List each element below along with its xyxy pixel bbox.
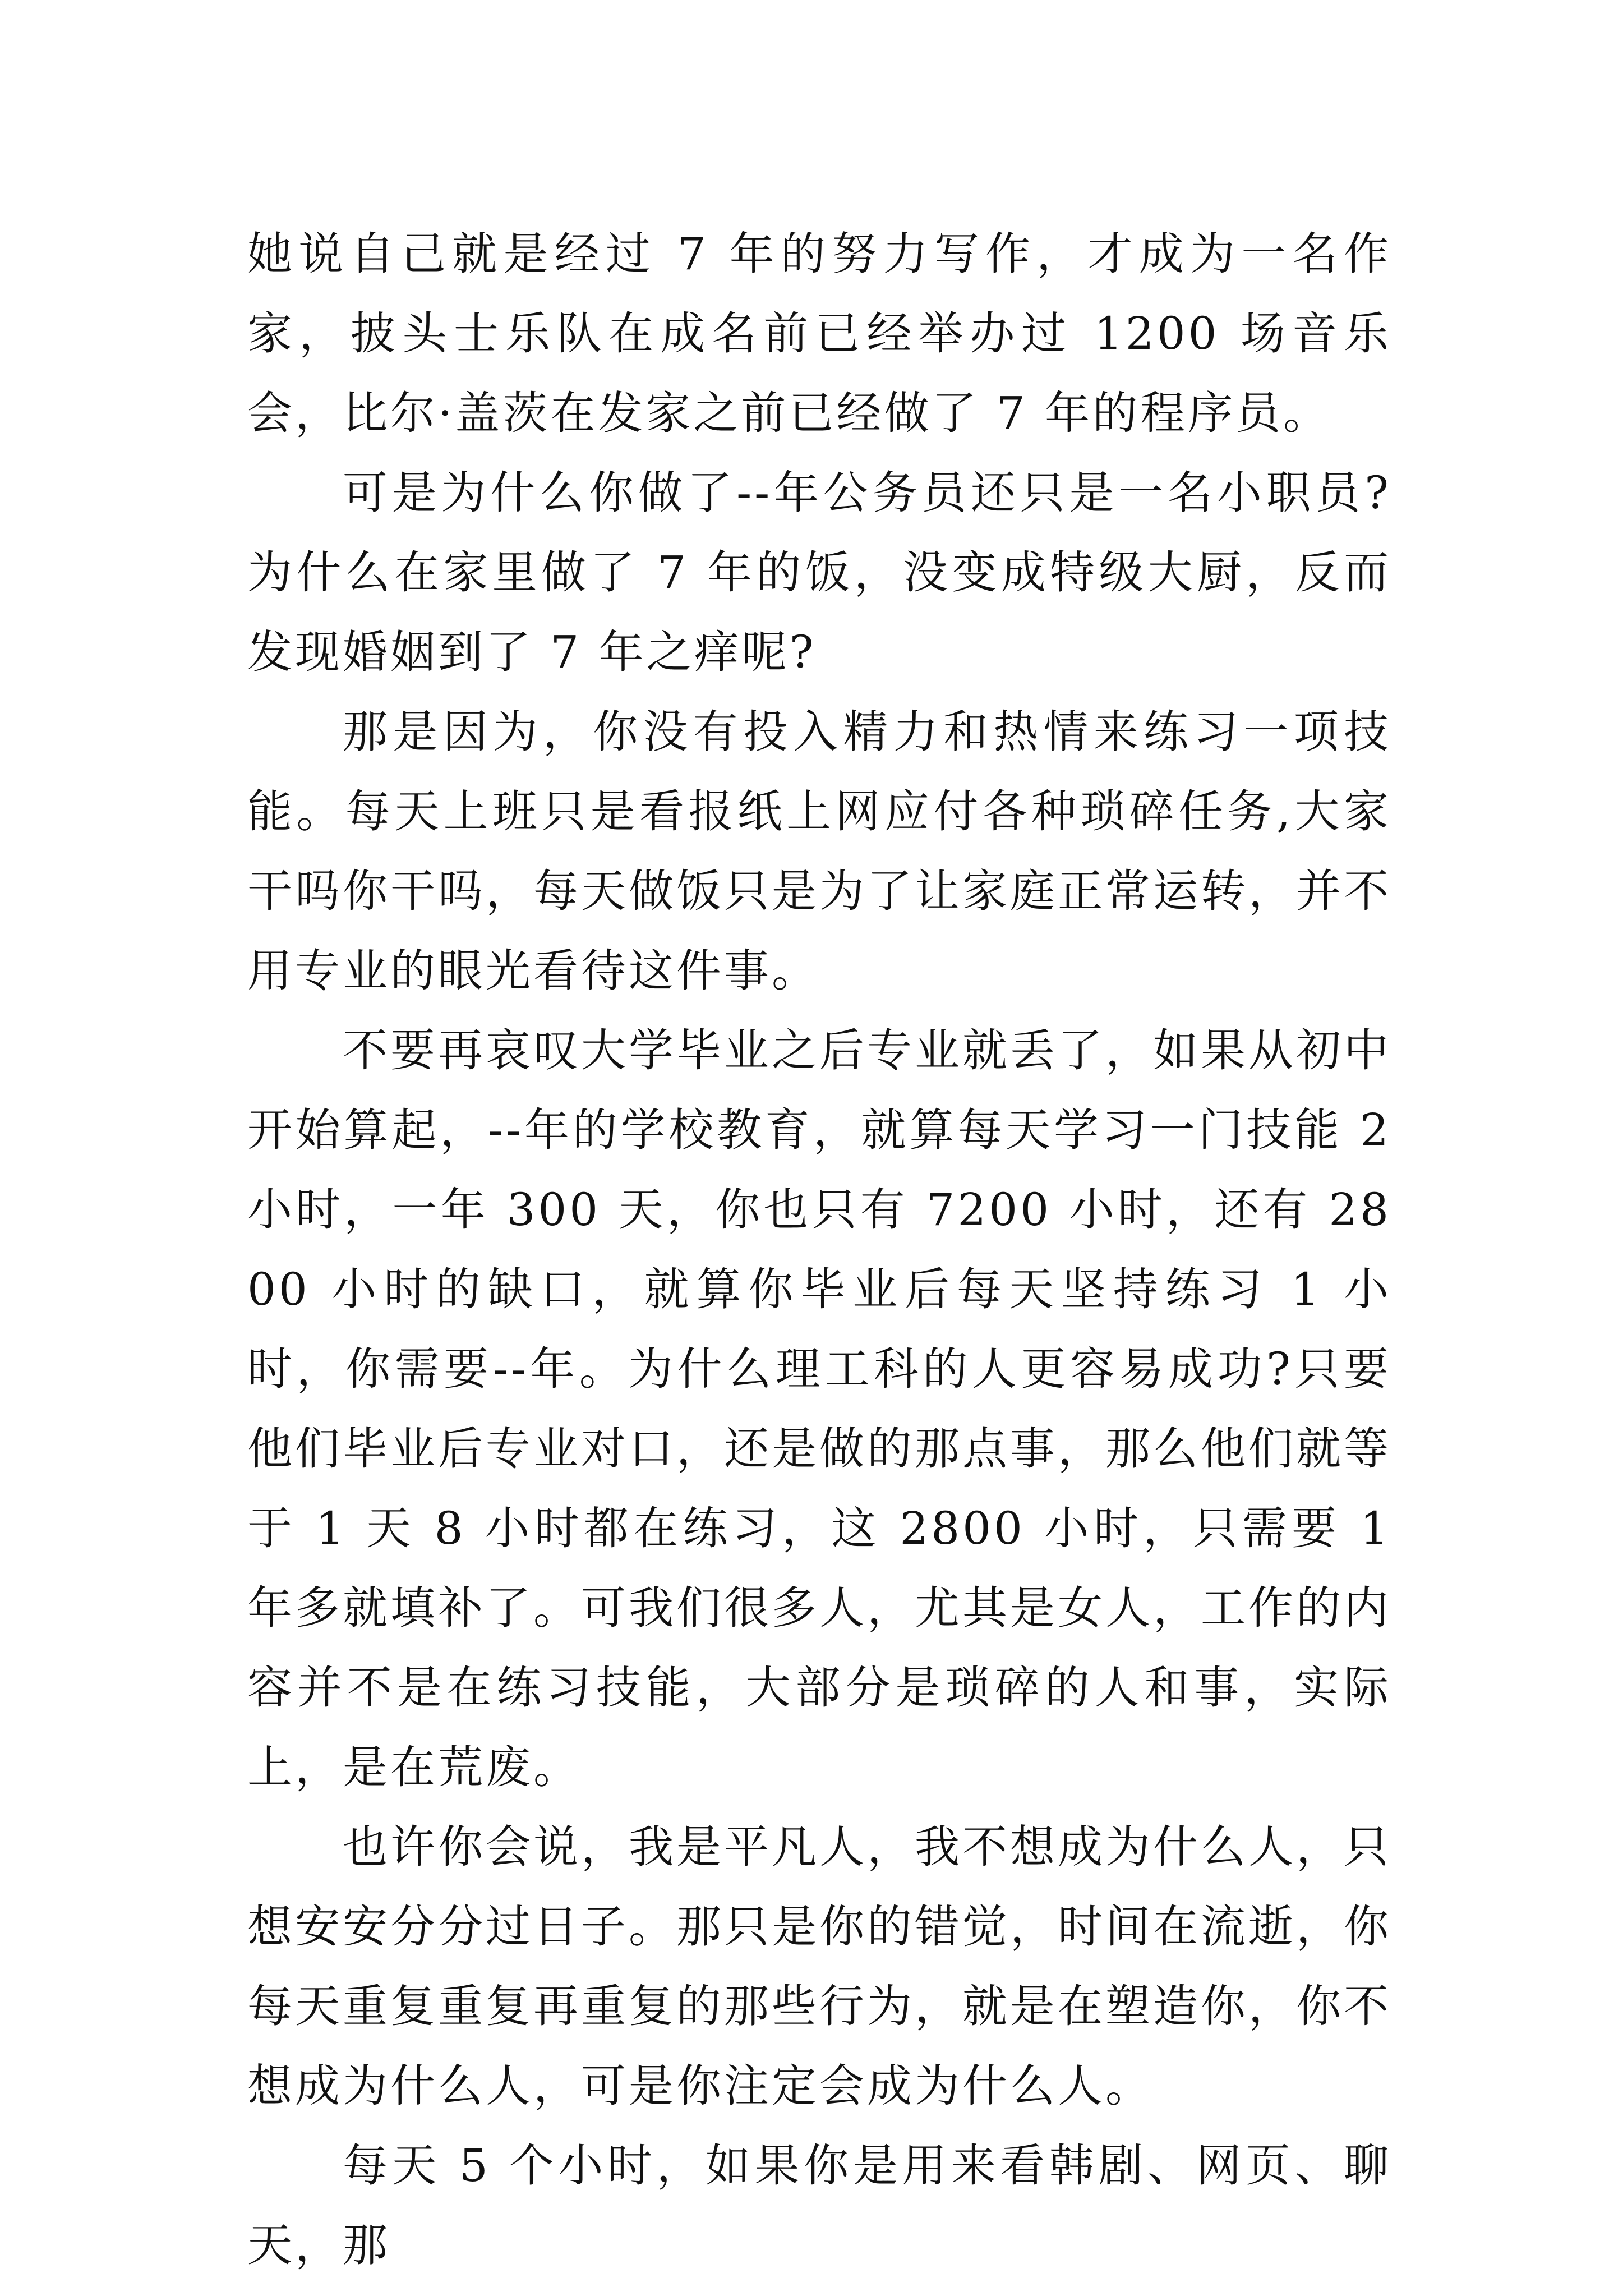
paragraph-6: 每天 5 个小时，如果你是用来看韩剧、网页、聊天，那 [247, 2139, 1391, 2271]
paragraph-3: 那是因为，你没有投入精力和热情来练习一项技能。每天上班只是看报纸上网应付各种琐碎任务,大家干吗你干吗，每天做饭只是为了让家庭正常运转，并不用专业的眼光看待这件事。 [247, 706, 1391, 997]
paragraph-4: 不要再哀叹大学毕业之后专业就丢了，如果从初中开始算起，--年的学校教育，就算每天学习一门技能 2 小时，一年 300 天，你也只有 7200 小时，还有 2800 小时的缺口，就算你毕业后每天坚持练习 1 小时，你需要--年。为什么理工科的人更容易成功?只要他们毕业后专业对口，还是做的那点事，那么他们就等于 1 天 8 小时都在练习，这 2800 小时，只需要 1 年多就填补了。可我们很多人，尤其是女人，工作的内容并不是在练习技能，大部分是琐碎的人和事，实际上，是在荒废。 [247, 1024, 1391, 1793]
paragraph-1: 她说自己就是经过 7 年的努力写作，才成为一名作家，披头士乐队在成名前已经举办过 1200 场音乐会，比尔·盖茨在发家之前已经做了 7 年的程序员。 [247, 228, 1391, 439]
paragraph-5: 也许你会说，我是平凡人，我不想成为什么人，只想安安分分过日子。那只是你的错觉，时间在流逝，你每天重复重复再重复的那些行为，就是在塑造你，你不想成为什么人，可是你注定会成为什么人。 [247, 1821, 1391, 2112]
document-body [247, 214, 1391, 2285]
paragraph-2: 可是为什么你做了--年公务员还只是一名小职员?为什么在家里做了 7 年的饭，没变成特级大厨，反而发现婚姻到了 7 年之痒呢? [247, 467, 1391, 678]
